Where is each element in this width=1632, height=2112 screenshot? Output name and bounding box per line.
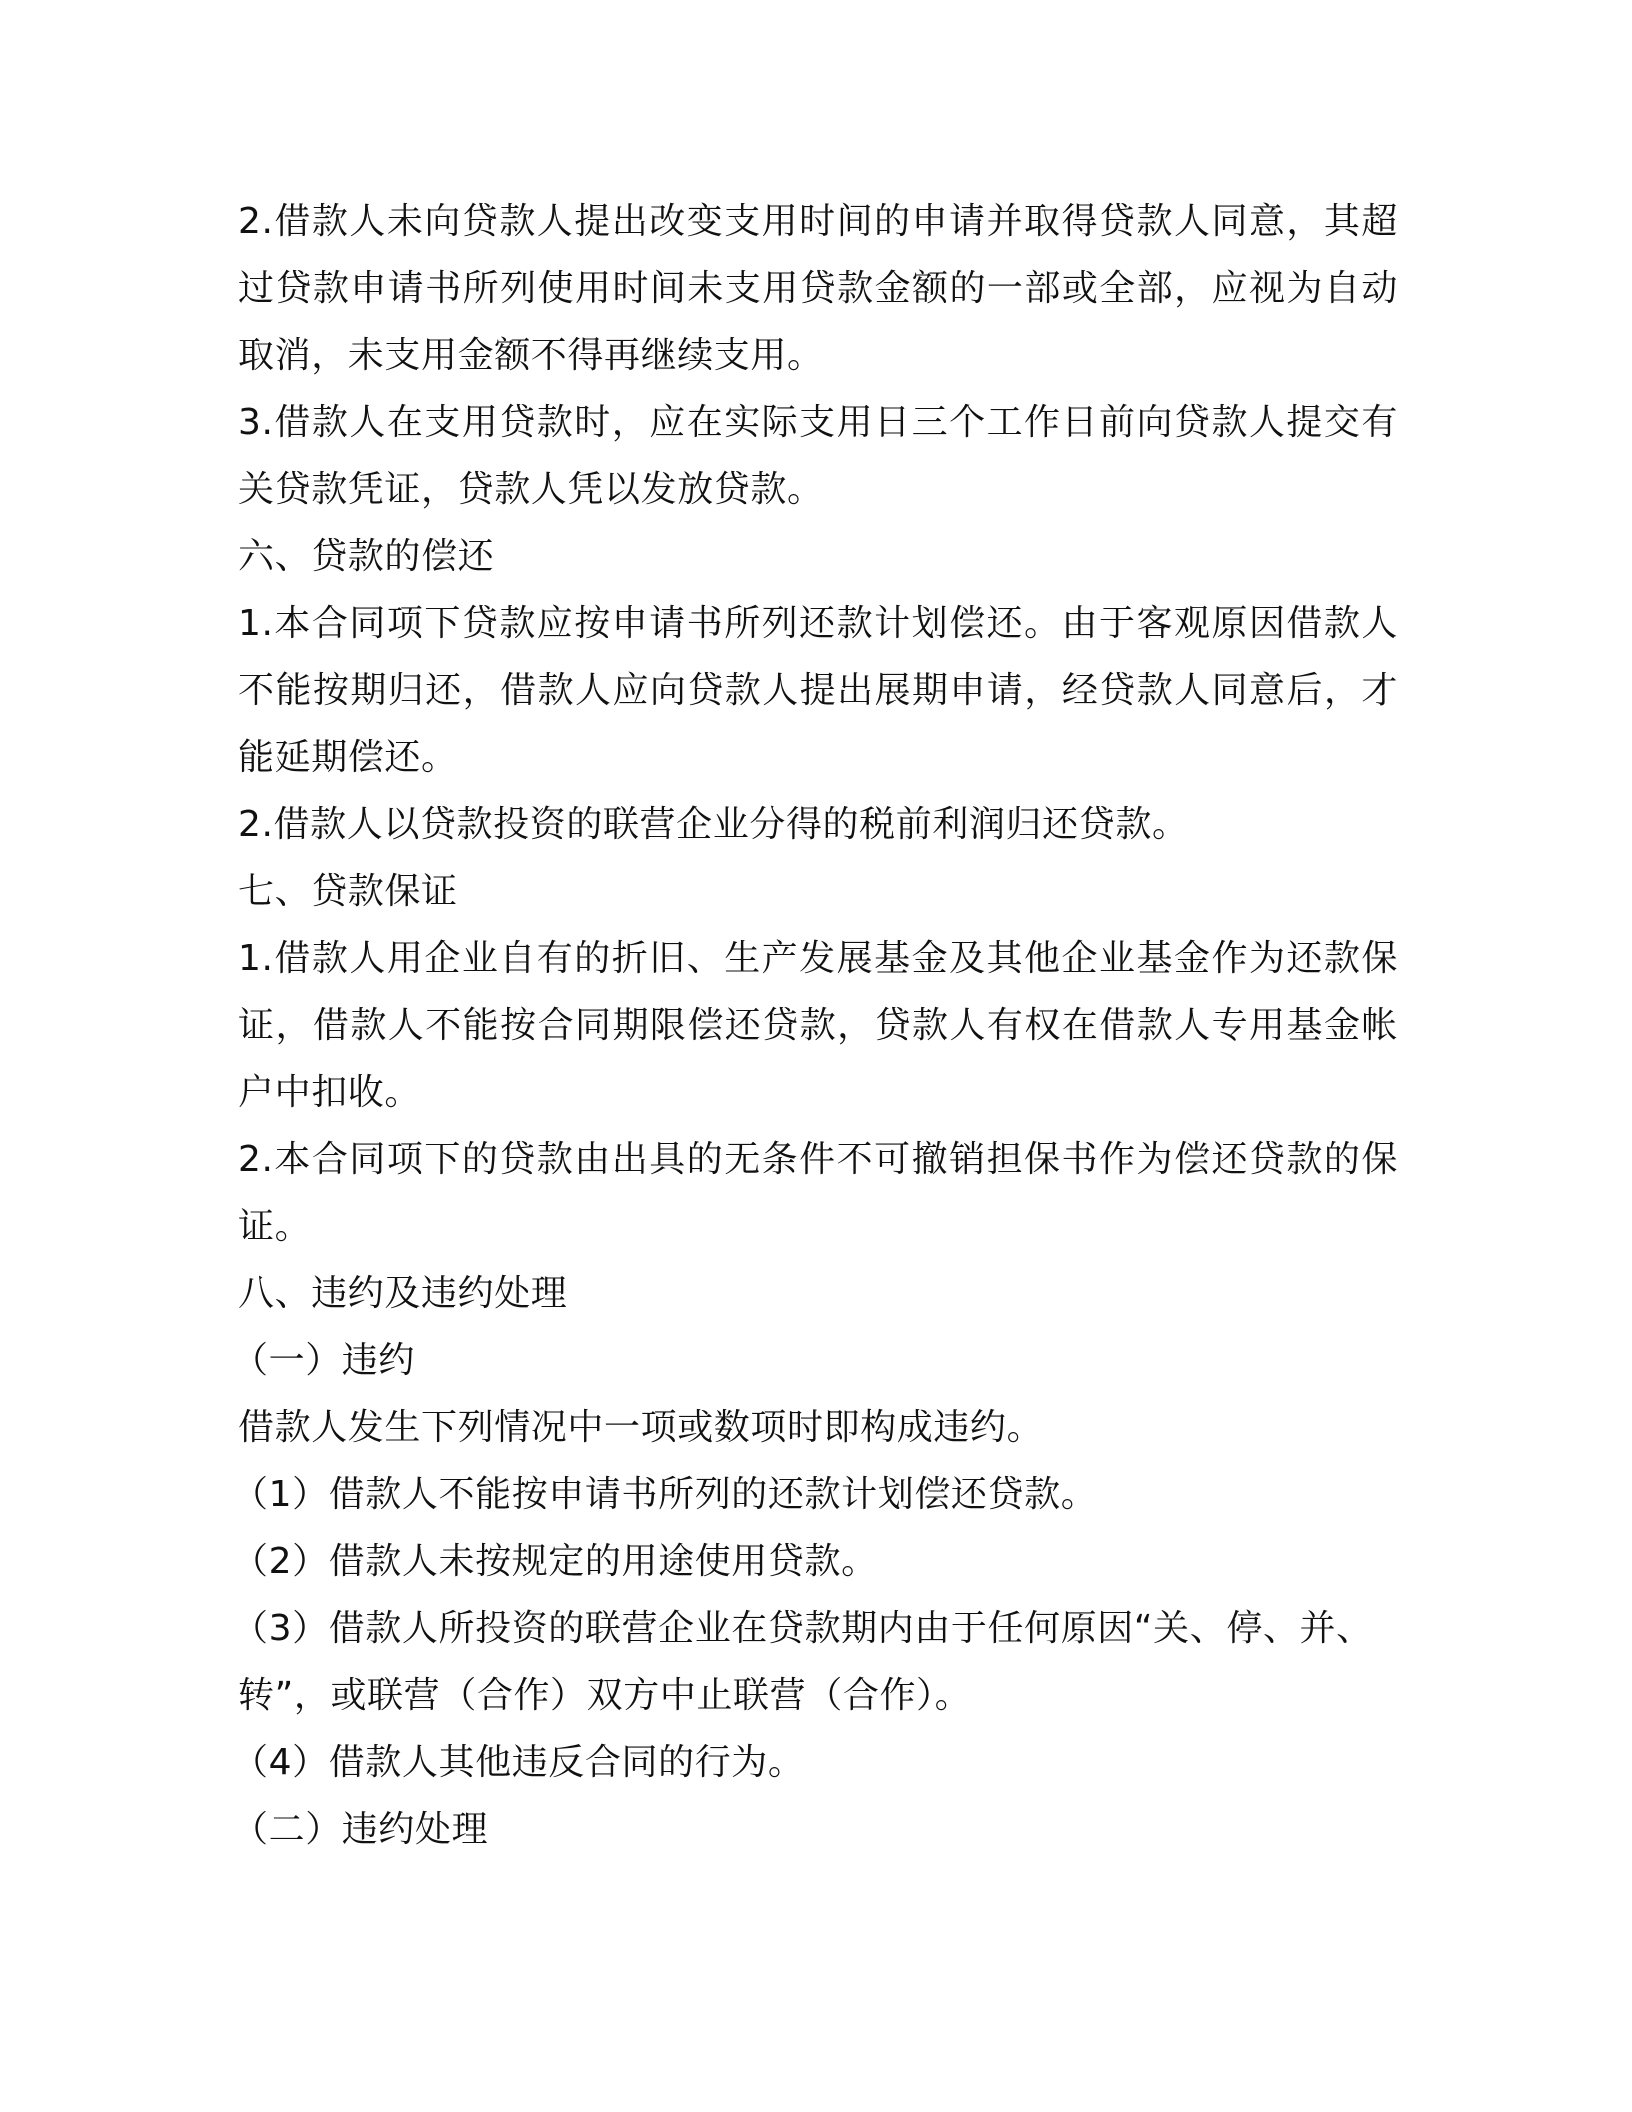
paragraph-default-intro: 借款人发生下列情况中一项或数项时即构成违约。 <box>238 1407 1044 1448</box>
section-heading-repayment: 六、贷款的偿还 <box>238 536 495 577</box>
paragraph-disbursement-change: 2.借款人未向贷款人提出改变支用时间的申请并取得贷款人同意，其超过贷款申请书所列使用时间未支用贷款金额的一部或全部，应视为自动取消，未支用金额不得再继续支用。 <box>238 201 1398 376</box>
paragraph-repayment-plan: 1.本合同项下贷款应按申请书所列还款计划偿还。由于客观原因借款人不能按期归还，借款人应向贷款人提出展期申请，经贷款人同意后，才能延期偿还。 <box>238 603 1398 778</box>
paragraph-guarantee-fund: 1.借款人用企业自有的折旧、生产发展基金及其他企业基金作为还款保证，借款人不能按合同期限偿还贷款，贷款人有权在借款人专用基金帐户中扣收。 <box>238 938 1398 1113</box>
paragraph-disbursement-voucher: 3.借款人在支用贷款时，应在实际支用日三个工作日前向贷款人提交有关贷款凭证，贷款人凭以发放贷款。 <box>238 402 1398 510</box>
list-item-default-2: （2）借款人未按规定的用途使用贷款。 <box>232 1541 878 1582</box>
subheading-default: （一）违约 <box>232 1340 416 1381</box>
document-body <box>232 188 1398 1863</box>
list-item-default-1: （1）借款人不能按申请书所列的还款计划偿还贷款。 <box>232 1474 1098 1515</box>
paragraph-guarantee-letter: 2.本合同项下的贷款由出具的无条件不可撤销担保书作为偿还贷款的保证。 <box>238 1139 1398 1247</box>
paragraph-repayment-source: 2.借款人以贷款投资的联营企业分得的税前利润归还贷款。 <box>238 804 1189 845</box>
section-heading-default: 八、违约及违约处理 <box>238 1273 568 1314</box>
subheading-default-handling: （二）违约处理 <box>232 1809 489 1850</box>
list-item-default-3: （3）借款人所投资的联营企业在贷款期内由于任何原因“关、停、并、转”，或联营（合作）双方中止联营（合作）。 <box>232 1608 1373 1716</box>
list-item-default-4: （4）借款人其他违反合同的行为。 <box>232 1742 805 1783</box>
section-heading-guarantee: 七、贷款保证 <box>238 871 458 912</box>
